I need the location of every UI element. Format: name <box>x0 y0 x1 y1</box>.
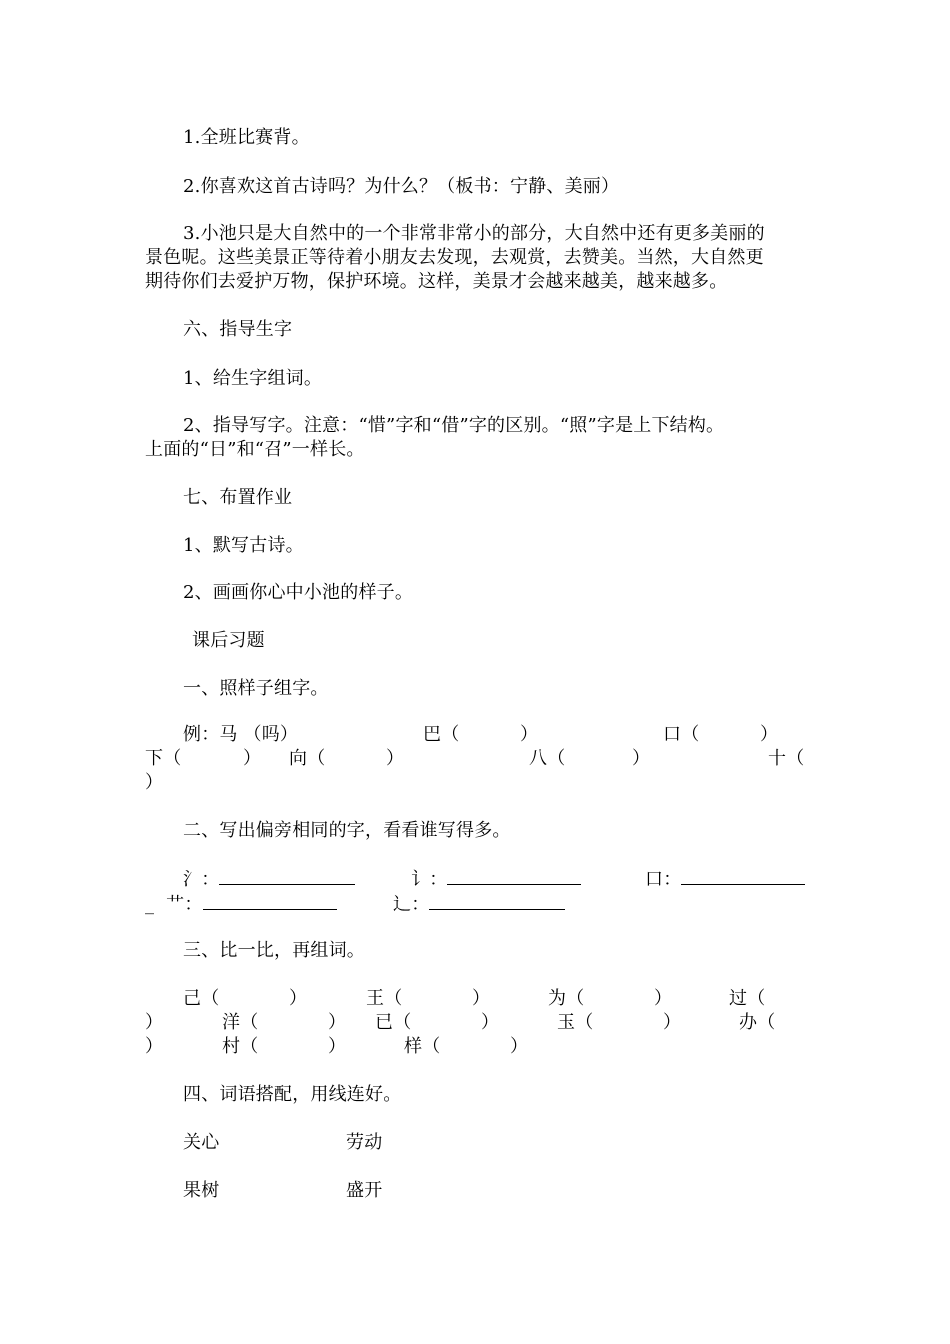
answer-blank[interactable] <box>219 868 355 885</box>
q3-item-guo-close: ） <box>145 1012 164 1033</box>
q2-lead-underscore: _ <box>145 894 155 915</box>
answer-blank[interactable] <box>447 868 581 885</box>
q3-item-yang2-close: ） <box>510 1036 529 1057</box>
q1-item-xia: 下（ <box>145 748 182 769</box>
q2-radical-grass-label: 艹： <box>166 894 203 915</box>
answer-blank[interactable] <box>203 893 337 910</box>
q1-item-ba8-close: ） <box>632 748 651 769</box>
item-1: 1.全班比赛背。 <box>183 127 310 148</box>
q2-radical-speech-label: 讠： <box>411 869 448 890</box>
q4-left-2: 果树 <box>183 1180 220 1201</box>
q1-item-kou: 口（ <box>663 724 700 745</box>
q1-example: 例：马 （吗） <box>183 724 299 745</box>
q1-item-shi-close: ） <box>145 772 164 793</box>
q3-item-wei: 为（ <box>548 988 585 1009</box>
q3-item-yi-close: ） <box>481 1012 500 1033</box>
q3-item-wang-close: ） <box>472 988 491 1009</box>
q1-item-xiang: 向（ <box>289 748 326 769</box>
q1-item-ba-close: ） <box>520 724 539 745</box>
item-3-line-3: 期待你们去爱护万物，保护环境。这样，美景才会越来越美，越来越多。 <box>145 271 728 292</box>
item-2: 2.你喜欢这首古诗吗？为什么？（板书：宁静、美丽） <box>183 176 620 197</box>
q1-item-shi: 十（ <box>768 748 805 769</box>
q3-item-wei-close: ） <box>654 988 673 1009</box>
exercise-title: 课后习题 <box>192 630 265 651</box>
item-3-line-1: 3.小池只是大自然中的一个非常非常小的部分，大自然中还有更多美丽的 <box>183 223 765 244</box>
q3-item-yang: 洋（ <box>222 1012 259 1033</box>
q3-item-ji: 己（ <box>183 988 220 1009</box>
item-6-2-line-2: 上面的“日”和“召”一样长。 <box>145 439 365 460</box>
q1-item-xia-close: ） <box>243 748 262 769</box>
q1-item-kou-close: ） <box>760 724 779 745</box>
q2-radical-walk <box>393 893 565 917</box>
q1-item-xiang-close: ） <box>386 748 405 769</box>
item-6-2-line-1: 2、指导写字。注意：“惜”字和“借”字的区别。“照”字是上下结构。 <box>183 415 725 436</box>
question-4: 四、词语搭配，用线连好。 <box>183 1084 402 1105</box>
q1-item-ba: 巴（ <box>423 724 460 745</box>
q2-radical-mouth-label: 口： <box>645 869 682 890</box>
q3-item-yang2: 样（ <box>404 1036 441 1057</box>
q2-radical-speech <box>411 868 581 892</box>
q2-radical-grass <box>145 893 337 917</box>
q2-radical-water <box>183 868 355 892</box>
q2-radical-mouth <box>645 868 805 892</box>
heading-6: 六、指导生字 <box>183 319 293 340</box>
q1-item-ba8: 八（ <box>529 748 566 769</box>
q2-radical-walk-label: 辶： <box>393 894 430 915</box>
q3-item-cun: 村（ <box>222 1036 259 1057</box>
q3-item-ban-close: ） <box>145 1036 164 1057</box>
answer-blank[interactable] <box>681 868 805 885</box>
question-1: 一、照样子组字。 <box>183 678 329 699</box>
q4-right-2: 盛开 <box>346 1180 383 1201</box>
q3-item-ban: 办（ <box>739 1012 776 1033</box>
q3-item-yu: 玉（ <box>557 1012 594 1033</box>
q3-item-yu-close: ） <box>663 1012 682 1033</box>
question-3: 三、比一比，再组词。 <box>183 940 365 961</box>
q3-item-yang-close: ） <box>328 1012 347 1033</box>
item-7-1: 1、默写古诗。 <box>183 535 304 556</box>
q3-item-guo: 过（ <box>729 988 766 1009</box>
item-3-line-2: 景色呢。这些美景正等待着小朋友去发现，去观赏，去赞美。当然，大自然更 <box>145 247 764 268</box>
heading-7: 七、布置作业 <box>183 487 293 508</box>
q3-item-yi: 已（ <box>375 1012 412 1033</box>
q3-item-wang: 王（ <box>366 988 403 1009</box>
q2-radical-water-label: 氵： <box>183 869 220 890</box>
question-2: 二、写出偏旁相同的字，看看谁写得多。 <box>183 820 511 841</box>
q3-item-ji-close: ） <box>289 988 308 1009</box>
q4-left-1: 关心 <box>183 1132 220 1153</box>
item-7-2: 2、画画你心中小池的样子。 <box>183 582 414 603</box>
q4-right-1: 劳动 <box>346 1132 383 1153</box>
q3-item-cun-close: ） <box>328 1036 347 1057</box>
item-6-1: 1、给生字组词。 <box>183 368 323 389</box>
answer-blank[interactable] <box>429 893 565 910</box>
